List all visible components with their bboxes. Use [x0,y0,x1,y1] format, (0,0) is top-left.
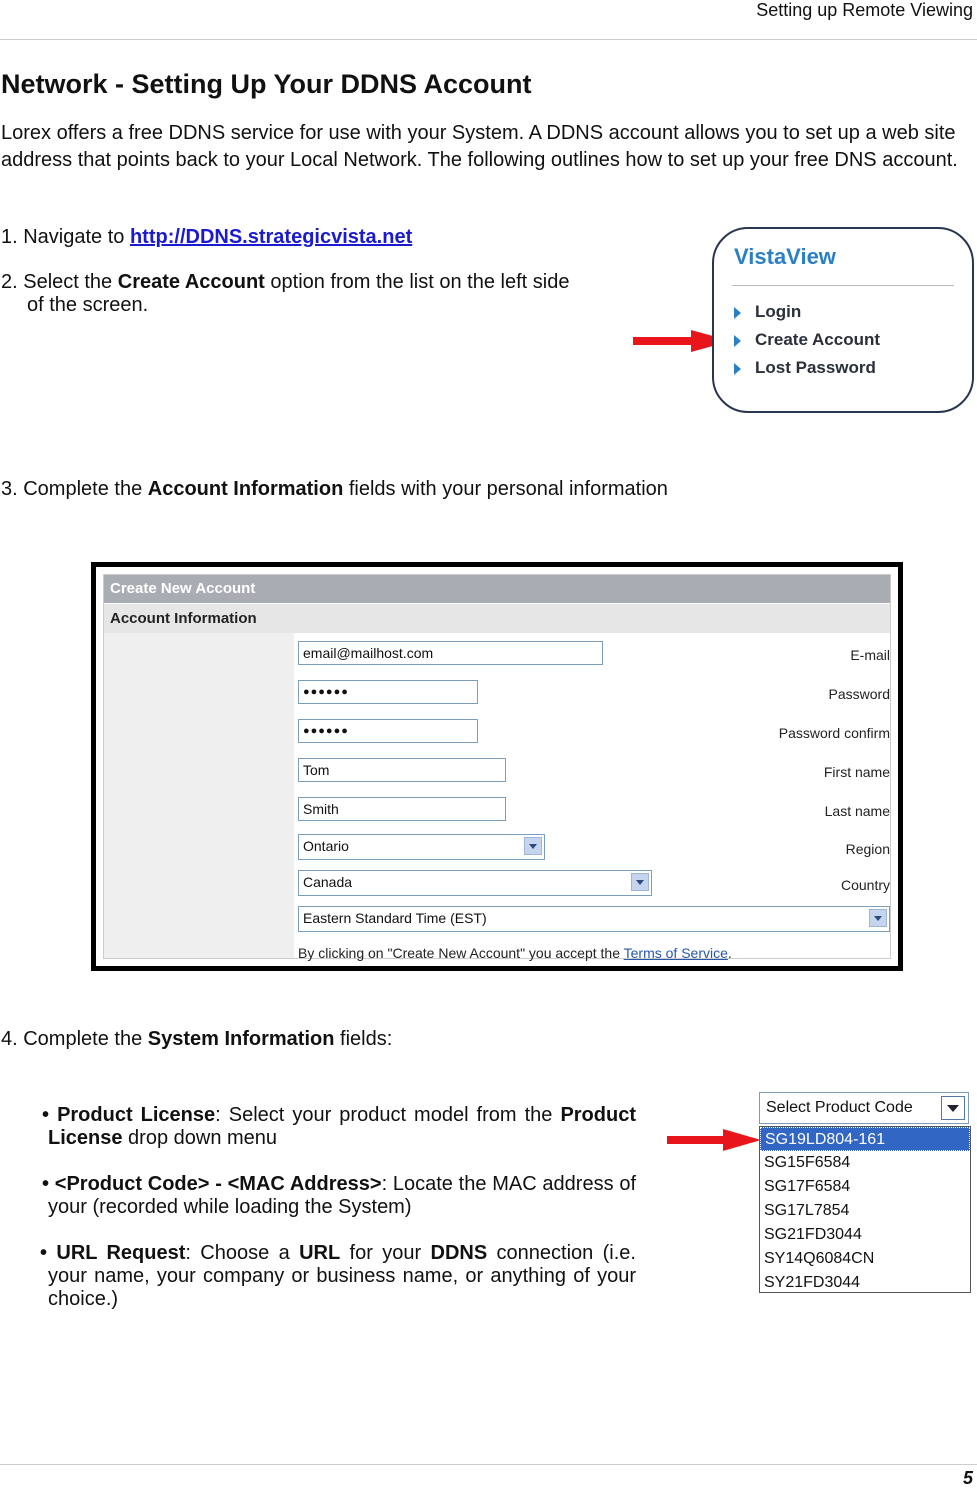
create-account-form-screenshot [91,562,903,971]
section-title: Network - Setting Up Your DDNS Account [1,69,532,99]
arrow-right-icon [734,335,741,347]
product-code-option[interactable]: SG21FD3044 [764,1226,862,1243]
menu-item-label: Login [755,302,802,321]
arrow-right-icon [734,363,741,375]
vistaview-menu [712,227,974,413]
step-2 [1,271,569,317]
vistaview-title: VistaView [734,244,836,269]
product-code-option[interactable]: SG15F6584 [764,1154,851,1171]
bullet-url-request: • URL Request: Choose a URL for your DDNS connection (i.e. your name, your company or business name, or anything of your choice.) [40,1242,636,1310]
page-number: 5 [962,1468,973,1488]
running-header: Setting up Remote Viewing [756,0,973,20]
arrow-right-icon [734,307,741,319]
region-label: Region [845,841,890,857]
bullet-2-bold: <Product Code> - <MAC Address> [54,1173,382,1195]
product-code-option[interactable]: SG17F6584 [764,1178,851,1195]
chevron-down-icon[interactable] [524,837,542,855]
step-3-bold: Account Information [147,478,344,500]
product-code-dropdown [759,1092,971,1293]
menu-item-label: Lost Password [755,358,876,377]
bullet-product-code: • <Product Code> - <MAC Address>: Locate the MAC address of your (recorded while loading the System) [42,1173,637,1218]
product-code-select-label: Select Product Code [766,1099,913,1116]
country-select[interactable] [298,870,652,896]
step-3 [1,478,668,501]
timezone-value: Eastern Standard Time (EST) [303,910,487,926]
red-arrow-product-code [667,1127,763,1153]
last-name-field[interactable]: Smith [298,797,506,821]
bullet-3-bold3: DDNS [430,1242,488,1264]
bullet-1-bold: Product License [57,1104,216,1126]
step-3-suffix: fields with your personal information [343,478,668,500]
terms-of-service-link[interactable]: Terms of Service [623,945,728,961]
step-2-suffix: option from the list on the left side [264,271,570,293]
form-header: Create New Account [104,575,890,603]
country-value: Canada [303,874,353,890]
country-label: Country [840,877,890,893]
step-4-suffix: fields: [334,1028,393,1050]
footer-rule [0,1464,977,1465]
chevron-down-icon[interactable] [869,909,887,927]
vistaview-divider [732,285,954,286]
bullet-product-license: • Product License: Select your product model from the Product License drop down menu [42,1104,636,1149]
bullet-1-text2: drop down menu [122,1127,278,1149]
chevron-down-icon[interactable] [631,873,649,891]
bullet-3-text: : Choose a [185,1242,300,1264]
bullet-3-text3: connection (i.e. your name, your company or business name, or anything of your choice.) [48,1242,636,1310]
ddns-link[interactable]: http://DDNS.strategicvista.net [129,226,413,248]
region-select[interactable] [298,834,545,860]
password-confirm-field[interactable]: ●●●●●● [298,719,478,743]
step-4-text: 4. Complete the [1,1028,148,1050]
product-code-list [759,1126,971,1293]
intro-paragraph: Lorex offers a free DDNS service for use with your System. A DDNS account allows you to set up a web site address that points back to your Local Network. The following outlines how to set up your free DNS account. [1,122,958,171]
first-name-field[interactable]: Tom [298,758,506,782]
bullet-2-text: : Locate the MAC address of your (recorded while loading the System) [48,1173,637,1218]
form-subheader: Account Information [104,604,890,633]
bullet-1-text: : Select your product model from the [215,1104,561,1126]
step-1-text: 1. Navigate to [1,226,130,248]
email-field[interactable]: email@mailhost.com [298,641,603,665]
email-label: E-mail [850,647,890,663]
step-2-line2: of the screen. [27,294,149,316]
product-code-option[interactable]: SG17L7854 [764,1202,850,1219]
terms-note-end: . [727,945,732,961]
timezone-select[interactable] [298,906,890,932]
product-code-option[interactable]: SY14Q6084CN [764,1250,875,1267]
first-name-label: First name [823,764,890,780]
step-4 [1,1028,392,1051]
last-name-label: Last name [824,803,890,819]
password-field[interactable]: ●●●●●● [298,680,478,704]
bullet-3-text2: for your [340,1242,431,1264]
bullet-3-bold: URL Request [56,1242,186,1264]
password-confirm-label: Password confirm [778,725,890,741]
menu-item-login[interactable] [734,302,801,322]
step-3-text: 3. Complete the [1,478,148,500]
step-2-text: 2. Select the [1,271,118,293]
bullet-1-bold2: Product License [48,1104,636,1149]
menu-item-lost-password[interactable] [734,358,876,378]
menu-item-create-account[interactable] [734,330,880,350]
step-2-bold: Create Account [117,271,265,293]
region-value: Ontario [303,838,349,854]
menu-item-label: Create Account [755,330,881,349]
form-panel [103,574,891,959]
chevron-down-icon[interactable] [941,1096,965,1120]
step-1 [1,226,412,249]
product-code-option[interactable]: SG19LD804-161 [760,1127,970,1151]
terms-note [298,945,732,961]
product-code-select[interactable] [759,1092,969,1124]
bullet-3-bold2: URL [299,1242,341,1264]
terms-note-text: By clicking on "Create New Account" you accept the [298,945,624,961]
product-code-option[interactable]: SY21FD3044 [764,1274,861,1291]
header-rule [0,39,977,40]
step-4-bold: System Information [147,1028,335,1050]
form-label-column [104,633,294,958]
password-label: Password [828,686,890,702]
system-info-bullets [40,1104,637,1334]
